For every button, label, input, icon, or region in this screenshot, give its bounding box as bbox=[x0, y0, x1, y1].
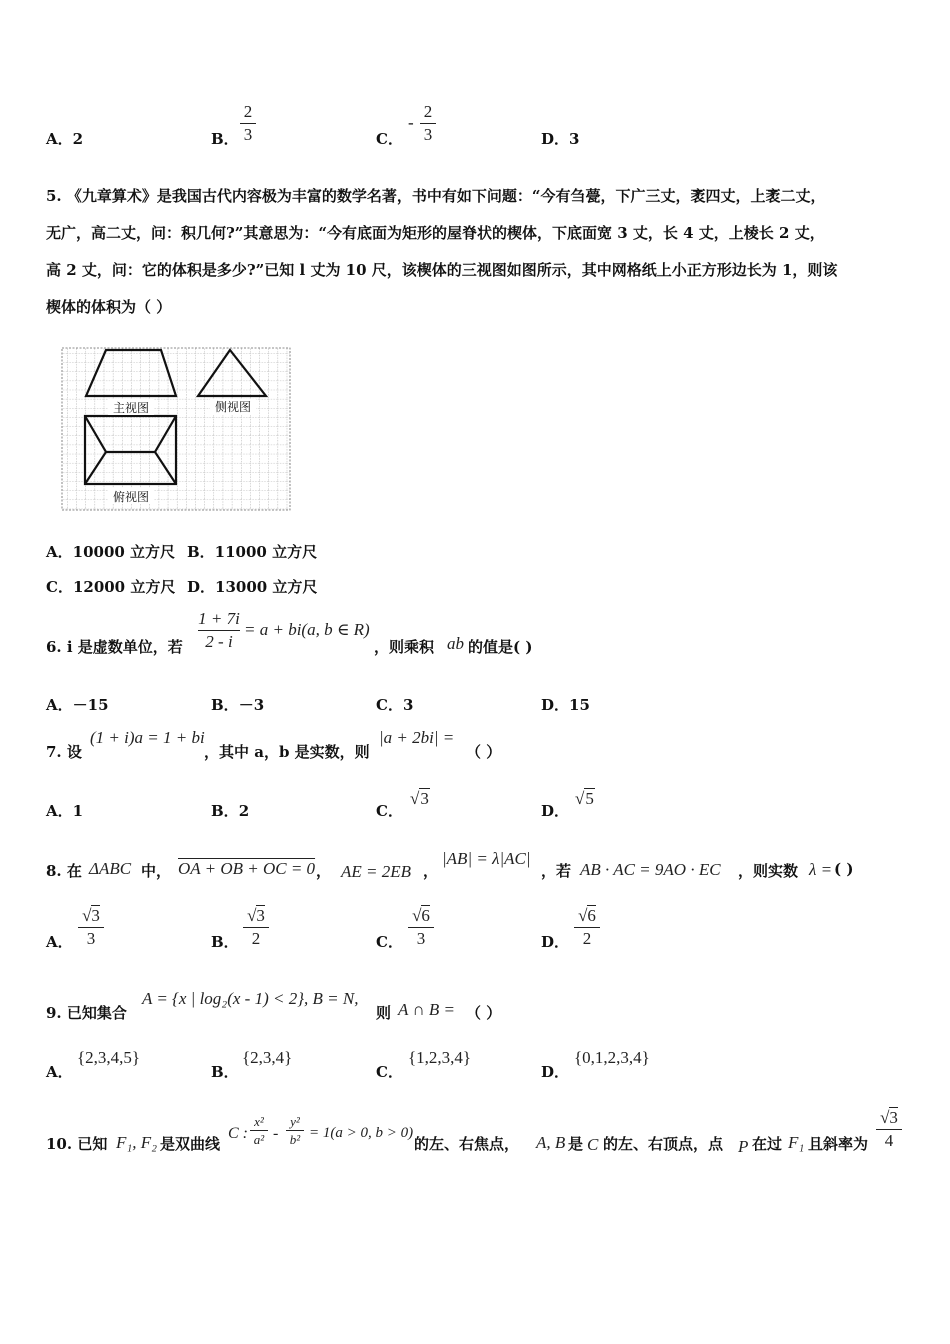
q10-minus: - bbox=[273, 1125, 279, 1142]
q6-fraction: 1 + 7i 2 - i bbox=[198, 609, 240, 651]
q10-curve: C : bbox=[228, 1125, 248, 1142]
q6-option-a: A．－15 bbox=[46, 696, 109, 714]
q5-line-1: 5. 《九章算术》是我国古代内容极为丰富的数学名著，书中有如下问题：“今有刍甍，下广三丈，袤四丈，上袤二丈， bbox=[46, 187, 826, 205]
q10-curve-c: C bbox=[587, 1135, 599, 1154]
q9-suffix: （ ） bbox=[466, 1004, 502, 1022]
q8-option-b-fraction: √3 2 bbox=[243, 906, 269, 949]
q7-prefix: 7. 设 bbox=[46, 743, 82, 761]
q8-text-2: ， bbox=[316, 862, 332, 880]
q6-prefix: 6. i 是虚数单位，若 bbox=[46, 638, 183, 656]
q6-equation: = a + bi(a, b ∈ R) bbox=[244, 620, 370, 639]
q6-option-d: D．15 bbox=[541, 696, 590, 714]
q8-prefix: 8. 在 bbox=[46, 862, 82, 880]
front-view-label: 主视图 bbox=[112, 401, 150, 415]
q4-option-a: A．2 bbox=[46, 130, 84, 148]
q9-option-b: {2,3,4} bbox=[242, 1048, 293, 1067]
q4-option-d: D．3 bbox=[541, 130, 580, 148]
q10-fraction-x: x² a² bbox=[250, 1114, 268, 1147]
q10-text-4: 的左、右顶点，点 bbox=[603, 1135, 724, 1153]
q9-option-a-label: A． bbox=[46, 1063, 73, 1081]
q8-equation-2: AE = 2EB bbox=[341, 862, 412, 881]
q5-three-view-figure bbox=[58, 344, 294, 512]
q8-option-b-label: B． bbox=[211, 933, 239, 951]
q8-text-4: ，若 bbox=[541, 862, 572, 880]
q7-equation-1: (1 + i)a = 1 + bi bbox=[90, 728, 205, 747]
q6-option-b: B．－3 bbox=[211, 696, 265, 714]
q8-option-d-label: D． bbox=[541, 933, 570, 951]
q7-option-c-label: C． bbox=[376, 802, 403, 820]
q8-text-3: ， bbox=[423, 862, 439, 880]
q10-slope-fraction: √3 4 bbox=[876, 1108, 902, 1151]
q9-option-d-label: D． bbox=[541, 1063, 570, 1081]
q8-option-d-fraction: √6 2 bbox=[574, 906, 600, 949]
q9-option-d: {0,1,2,3,4} bbox=[574, 1048, 650, 1067]
q5-option-a: A．10000 立方尺 bbox=[46, 543, 176, 561]
q4-option-b-label: B． bbox=[211, 130, 239, 148]
q9-equation: A = {x | log₂(x - 1) < 2}, B = N, bbox=[142, 989, 359, 1008]
q5-question bbox=[46, 178, 906, 326]
q9-middle: 则 bbox=[376, 1004, 392, 1022]
q9-option-b-label: B． bbox=[211, 1063, 239, 1081]
q10-foci: F₁, F₂ bbox=[116, 1133, 158, 1152]
q7-option-b: B．2 bbox=[211, 802, 250, 820]
q5-line-3: 高 2 丈，问：它的体积是多少?”已知 l 丈为 10 尺，该楔体的三视图如图所示，其中网格纸上小正方形边长为 1，则该 bbox=[46, 261, 838, 279]
q7-middle-text: ，其中 a，b 是实数，则 bbox=[204, 743, 370, 761]
q5-option-d: D．13000 立方尺 bbox=[187, 578, 318, 596]
q10-f1: F₁ bbox=[788, 1133, 805, 1152]
q8-equation-4: AB · AC = 9AO · EC bbox=[580, 860, 721, 879]
q8-triangle: ΔABC bbox=[89, 859, 132, 878]
q9-prefix: 9. 已知集合 bbox=[46, 1004, 127, 1022]
q10-text-5: 在过 bbox=[752, 1135, 783, 1153]
q8-text-1: 中， bbox=[141, 862, 172, 880]
side-view-label: 侧视图 bbox=[214, 400, 252, 414]
q5-option-b: B．11000 立方尺 bbox=[187, 543, 318, 561]
top-view-label: 俯视图 bbox=[112, 490, 150, 504]
q10-text-6: 且斜率为 bbox=[808, 1135, 869, 1153]
q6-suffix: ，则乘积 bbox=[374, 638, 435, 656]
q9-equation-2: A ∩ B = bbox=[398, 1000, 455, 1019]
q7-option-d-label: D． bbox=[541, 802, 570, 820]
q8-text-5: ，则实数 bbox=[738, 862, 799, 880]
q6-option-c: C．3 bbox=[376, 696, 414, 714]
q10-text-3: 是 bbox=[568, 1135, 584, 1153]
q9-option-c: {1,2,3,4} bbox=[408, 1048, 472, 1067]
q4-option-c-sign: - bbox=[408, 113, 414, 132]
q8-option-a-label: A． bbox=[46, 933, 73, 951]
q7-option-c-sqrt: √3 bbox=[410, 789, 429, 808]
q10-prefix: 10. 已知 bbox=[46, 1135, 108, 1153]
q10-condition: = 1(a > 0, b > 0) bbox=[309, 1125, 414, 1141]
q5-line-4: 楔体的体积为（ ） bbox=[46, 298, 172, 316]
q7-option-d-sqrt: √5 bbox=[575, 789, 594, 808]
q4-option-c-label: C． bbox=[376, 130, 403, 148]
q4-option-c-fraction: 2 3 bbox=[420, 102, 436, 145]
q9-option-a: {2,3,4,5} bbox=[77, 1048, 141, 1067]
q6-ab: ab bbox=[447, 634, 464, 653]
q8-option-c-fraction: √6 3 bbox=[408, 906, 434, 949]
q10-point-p: P bbox=[738, 1137, 749, 1156]
q5-option-c: C．12000 立方尺 bbox=[46, 578, 176, 596]
q9-option-c-label: C． bbox=[376, 1063, 403, 1081]
q10-fraction-y: y² b² bbox=[286, 1114, 304, 1147]
q6-suffix-2: 的值是( ) bbox=[468, 638, 533, 656]
q8-equation-3: |AB| = λ|AC| bbox=[442, 849, 531, 868]
q10-text-2: 的左、右焦点， bbox=[414, 1135, 520, 1153]
q8-option-a-fraction: √3 3 bbox=[78, 906, 104, 949]
q4-option-b-fraction: 2 3 bbox=[240, 102, 256, 145]
q8-text-6: ( ) bbox=[834, 860, 854, 878]
q10-text-1: 是双曲线 bbox=[160, 1135, 221, 1153]
q8-equation-5: λ = bbox=[809, 860, 833, 879]
q7-equation-2: |a + 2bi| = bbox=[379, 728, 455, 747]
q5-line-2: 无广，高二丈，问：积几何?”其意思为：“今有底面为矩形的屋脊状的楔体，下底面宽 3 丈，长 4 丈，上棱长 2 丈， bbox=[46, 224, 825, 242]
q8-option-c-label: C． bbox=[376, 933, 403, 951]
q7-suffix: （ ） bbox=[466, 743, 502, 761]
q7-option-a: A．1 bbox=[46, 802, 84, 820]
q8-equation-1: OA + OB + OC = 0 bbox=[178, 859, 316, 878]
q10-vertices: A, B bbox=[536, 1133, 566, 1152]
